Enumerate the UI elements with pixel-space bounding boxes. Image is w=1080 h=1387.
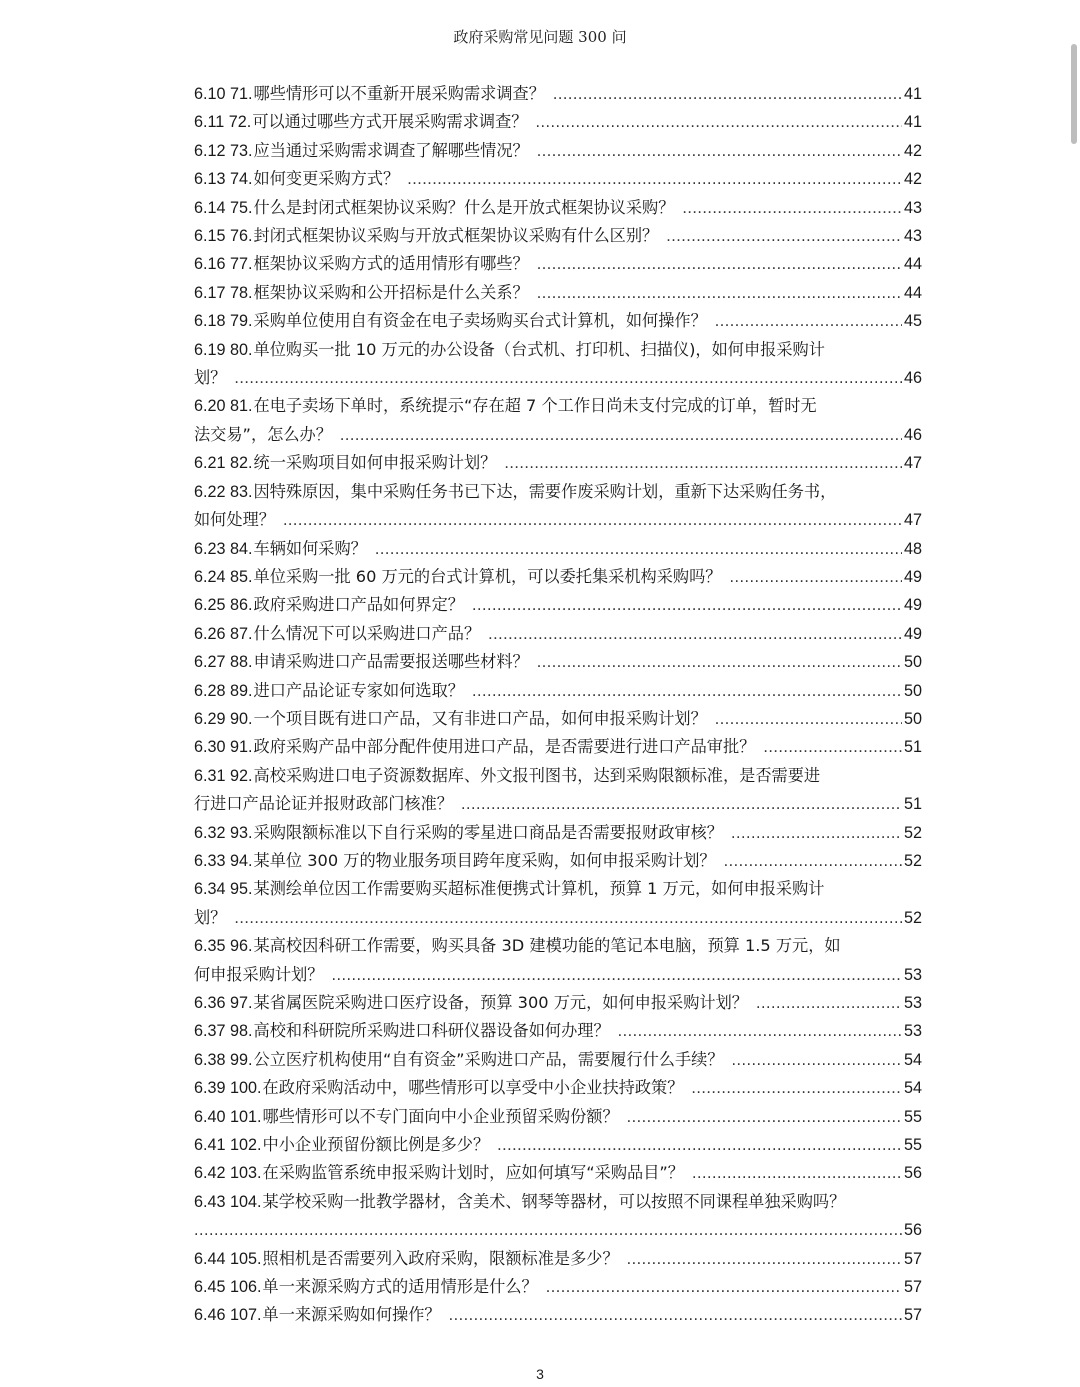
- toc-entry-number: 6.44 105.: [194, 1249, 262, 1268]
- toc-entry[interactable]: [194, 648, 922, 676]
- dot-leader: [666, 222, 902, 250]
- toc-entry[interactable]: [194, 165, 922, 193]
- toc-entry-title: 高校和科研院所采购进口科研仪器设备如何办理？: [253, 1021, 610, 1041]
- toc-entry-page: 57: [903, 1306, 922, 1325]
- dot-leader: [407, 165, 902, 193]
- toc-entry-number: 6.16 77.: [194, 255, 253, 274]
- toc-entry-number: 6.43 104.: [194, 1192, 262, 1211]
- toc-entry[interactable]: [194, 80, 922, 108]
- toc-entry[interactable]: [194, 1245, 922, 1273]
- toc-entry-number: 6.25 86.: [194, 596, 253, 615]
- dot-leader: [537, 648, 902, 676]
- toc-entry-number: 6.36 97.: [194, 994, 253, 1012]
- toc-entry-page: 51: [903, 738, 922, 757]
- toc-entry-title-continued: 法交易”，怎么办？: [194, 424, 332, 444]
- toc-entry-page: 44: [903, 255, 922, 274]
- toc-entry-page: 44: [903, 283, 922, 302]
- toc-entry-title: 车辆如何采购？: [253, 538, 367, 558]
- toc-entry-page: 43: [903, 227, 922, 246]
- toc-entry[interactable]: [194, 108, 922, 136]
- toc-entry[interactable]: [194, 336, 922, 393]
- dot-leader: [536, 108, 902, 136]
- dot-leader: [340, 421, 902, 449]
- toc-entry-page: 53: [903, 994, 922, 1012]
- toc-entry-title-continued: 划？: [194, 368, 227, 388]
- dot-leader: [472, 677, 902, 705]
- dot-leader: [283, 506, 902, 534]
- toc-entry-page: 47: [903, 454, 922, 473]
- toc-entry[interactable]: [194, 1301, 922, 1329]
- toc-entry-number: 6.31 92.: [194, 766, 253, 785]
- dot-leader: [461, 790, 902, 818]
- toc-entry-number: 6.27 88.: [194, 653, 253, 672]
- dot-leader: [546, 1273, 902, 1301]
- toc-entry-number: 6.28 89.: [194, 681, 253, 700]
- dot-leader: [756, 989, 902, 1017]
- toc-entry[interactable]: [194, 279, 922, 307]
- toc-entry-title: 在政府采购活动中，哪些情形可以享受中小企业扶持政策？: [262, 1078, 684, 1098]
- toc-entry-number: 6.46 107.: [194, 1306, 262, 1325]
- toc-entry-title: 因特殊原因，集中采购任务书已下达，需要作废采购计划，重新下达采购任务书，: [253, 481, 837, 501]
- toc-entry[interactable]: [194, 762, 922, 819]
- toc-entry-page: 46: [903, 369, 922, 388]
- toc-entry-page: 47: [903, 511, 922, 530]
- toc-entry-title: 申请采购进口产品需要报送哪些材料？: [253, 652, 529, 672]
- toc-entry-title: 封闭式框架协议采购与开放式框架协议采购有什么区别？: [253, 226, 659, 246]
- toc-entry-number: 6.13 74.: [194, 170, 253, 189]
- toc-entry-title: 框架协议采购和公开招标是什么关系？: [253, 282, 529, 302]
- scrollbar-thumb[interactable]: [1071, 44, 1077, 144]
- toc-entry-title: 哪些情形可以不重新开展采购需求调查？: [253, 84, 545, 103]
- toc-entry-title: 单位购买一批 10 万元的办公设备（台式机、打印机、扫描仪)，如何申报采购计: [253, 339, 825, 359]
- toc-entry-page: 50: [903, 709, 922, 728]
- toc-entry-title: 哪些情形可以不专门面向中小企业预留采购份额？: [262, 1106, 619, 1126]
- toc-entry-page: 53: [903, 1022, 922, 1041]
- toc-entry[interactable]: [194, 1017, 922, 1045]
- toc-entry-page: 49: [903, 624, 922, 643]
- toc-entry-page: 57: [903, 1249, 922, 1268]
- toc-entry-page: 52: [903, 851, 922, 870]
- toc-entry[interactable]: [194, 705, 922, 733]
- toc-entry[interactable]: [194, 677, 922, 705]
- toc-entry-number: 6.19 80.: [194, 340, 253, 359]
- toc-entry[interactable]: [194, 250, 922, 278]
- toc-entry[interactable]: [194, 194, 922, 222]
- dot-leader: [724, 847, 902, 875]
- toc-entry-title: 统一采购项目如何申报采购计划？: [253, 453, 497, 473]
- toc-entry[interactable]: [194, 1131, 922, 1159]
- toc-entry-title: 单位采购一批 60 万元的台式计算机，可以委托集采机构采购吗？: [253, 566, 722, 586]
- toc-entry-page: 51: [903, 795, 922, 814]
- toc-entry-number: 6.26 87.: [194, 624, 253, 643]
- toc-entry-number: 6.45 106.: [194, 1278, 262, 1297]
- toc-entry[interactable]: [194, 307, 922, 335]
- page-header-title: 政府采购常见问题 300 问: [453, 28, 627, 46]
- page-number: 3: [536, 1366, 544, 1382]
- toc-entry-page: 49: [903, 596, 922, 615]
- toc-entry-page: 56: [903, 1221, 922, 1240]
- toc-entry-title: 某高校因科研工作需要，购买具备 3D 建模功能的笔记本电脑，预算 1.5 万元，如: [253, 936, 841, 956]
- toc-entry-title: 应当通过采购需求调查了解哪些情况？: [253, 140, 529, 160]
- toc-entry-number: 6.41 102.: [194, 1136, 262, 1155]
- toc-entry-title: 某测绘单位因工作需要购买超标准便携式计算机，预算 1 万元，如何申报采购计: [253, 879, 825, 899]
- toc-entry[interactable]: [194, 1159, 922, 1187]
- toc-entry-page: 43: [903, 198, 922, 217]
- toc-entry-title-continued: 如何处理？: [194, 510, 275, 530]
- toc-entry-number: 6.42 103.: [194, 1164, 262, 1183]
- toc-entry[interactable]: [194, 819, 922, 847]
- toc-entry-title: 什么是封闭式框架协议采购？什么是开放式框架协议采购？: [253, 197, 675, 217]
- toc-entry-title: 在采购监管系统申报采购计划时，应如何填写“采购品目”？: [262, 1163, 684, 1183]
- dot-leader: [234, 364, 902, 392]
- dot-leader: [732, 1046, 902, 1074]
- toc-entry-number: 6.34 95.: [194, 880, 253, 899]
- toc-entry-page: 42: [903, 170, 922, 189]
- toc-entry[interactable]: [194, 847, 922, 875]
- dot-leader: [553, 80, 902, 108]
- toc-entry-title: 照相机是否需要列入政府采购，限额标准是多少？: [262, 1248, 619, 1268]
- dot-leader: [497, 1131, 902, 1159]
- toc-entry-title-continued: 行进口产品论证并报财政部门核准？: [194, 794, 453, 814]
- toc-entry-title: 框架协议采购方式的适用情形有哪些？: [253, 254, 529, 274]
- toc-entry-title: 单一来源采购如何操作？: [262, 1305, 441, 1325]
- toc-entry-page: 49: [903, 567, 922, 586]
- toc-entry-number: 6.40 101.: [194, 1107, 262, 1126]
- dot-leader: [449, 1301, 902, 1329]
- toc-entry-page: 48: [903, 539, 922, 558]
- dot-leader: [537, 250, 902, 278]
- toc-entry-title: 某学校采购一批教学器材，含美术、钢琴等器材，可以按照不同课程单独采购吗？: [262, 1191, 846, 1211]
- toc-entry-number: 6.18 79.: [194, 312, 253, 331]
- toc-entry-title-continued: 何申报采购计划？: [194, 964, 324, 984]
- toc-entry-title: 什么情况下可以采购进口产品？: [253, 623, 481, 643]
- toc-entry-title: 公立医疗机构使用“自有资金”采购进口产品，需要履行什么手续？: [253, 1049, 724, 1069]
- toc-entry-title: 某省属医院采购进口医疗设备，预算 300 万元，如何申报采购计划？: [253, 993, 748, 1012]
- toc-entry[interactable]: [194, 733, 922, 761]
- toc-entry-number: 6.10 71.: [194, 85, 253, 103]
- dot-leader: [537, 137, 902, 165]
- dot-leader: [627, 1103, 902, 1131]
- toc-entry-number: 6.12 73.: [194, 141, 253, 160]
- toc-entry-number: 6.37 98.: [194, 1022, 253, 1041]
- toc-entry-number: 6.21 82.: [194, 454, 253, 473]
- toc-entry-title: 在电子卖场下单时，系统提示“存在超 7 个工作日尚未支付完成的订单，暂时无: [253, 396, 817, 416]
- toc-entry-title: 采购限额标准以下自行采购的零星进口商品是否需要报财政审核？: [253, 822, 723, 842]
- dot-leader: [731, 819, 902, 847]
- toc-entry[interactable]: [194, 875, 922, 932]
- toc-entry-page: 57: [903, 1278, 922, 1297]
- toc-entry[interactable]: [194, 449, 922, 477]
- toc-entry-title: 高校采购进口电子资源数据库、外文报刊图书，达到采购限额标准，是否需要进: [253, 765, 821, 785]
- toc-entry-number: 6.15 76.: [194, 227, 253, 246]
- toc-entry-title: 可以通过哪些方式开展采购需求调查？: [252, 112, 528, 132]
- toc-entry-number: 6.39 100.: [194, 1079, 262, 1098]
- toc-entry-number: 6.29 90.: [194, 709, 253, 728]
- toc-entry-title-continued: 划？: [194, 907, 227, 927]
- toc-entry-page: 50: [903, 653, 922, 672]
- toc-entry[interactable]: [194, 137, 922, 165]
- toc-entry-page: 56: [903, 1164, 922, 1183]
- toc-entry-page: 42: [903, 141, 922, 160]
- toc-entry[interactable]: [194, 1103, 922, 1131]
- toc-entry-title: 单一来源采购方式的适用情形是什么？: [262, 1277, 538, 1297]
- toc-entry-page: 46: [903, 425, 922, 444]
- dot-leader: [537, 279, 902, 307]
- toc-entry-number: 6.20 81.: [194, 397, 253, 416]
- toc-entry-number: 6.32 93.: [194, 823, 253, 842]
- toc-entry-title: 进口产品论证专家如何选取？: [253, 680, 464, 700]
- toc-entry[interactable]: [194, 222, 922, 250]
- toc-entry-number: 6.11 72.: [194, 113, 252, 132]
- dot-leader: [682, 194, 902, 222]
- toc-entry-page: 55: [903, 1107, 922, 1126]
- toc-entry-number: 6.17 78.: [194, 283, 253, 302]
- toc-entry-page: 54: [903, 1050, 922, 1069]
- toc-entry-page: 41: [903, 85, 922, 103]
- toc-entry[interactable]: [194, 1188, 922, 1245]
- vertical-scrollbar[interactable]: [1066, 44, 1080, 144]
- toc-entry-page: 54: [903, 1079, 922, 1098]
- dot-leader: [332, 961, 902, 989]
- toc-entry[interactable]: [194, 392, 922, 449]
- toc-entry-number: 6.24 85.: [194, 567, 253, 586]
- toc-entry-page: 55: [903, 1136, 922, 1155]
- toc-entry-title: 政府采购产品中部分配件使用进口产品，是否需要进行进口产品审批？: [253, 737, 756, 757]
- toc-entry-number: 6.22 83.: [194, 482, 253, 501]
- toc-entry-title: 如何变更采购方式？: [253, 169, 400, 189]
- toc-entry[interactable]: [194, 989, 922, 1017]
- dot-leader: [472, 591, 902, 619]
- toc-entry-page: 50: [903, 681, 922, 700]
- toc-entry-number: 6.23 84.: [194, 539, 253, 558]
- toc-entry-title: 中小企业预留份额比例是多少？: [262, 1135, 490, 1155]
- toc-entry-number: 6.35 96.: [194, 937, 253, 956]
- dot-leader: [692, 1159, 902, 1187]
- toc-entry-title: 一个项目既有进口产品，又有非进口产品，如何申报采购计划？: [253, 708, 707, 728]
- dot-leader: [194, 1216, 902, 1244]
- toc-entry-title: 政府采购进口产品如何界定？: [253, 595, 464, 615]
- dot-leader: [234, 904, 902, 932]
- toc-entry-page: 52: [903, 823, 922, 842]
- toc-entry-page: 53: [903, 965, 922, 984]
- toc-entry-page: 52: [903, 908, 922, 927]
- toc-entry-page: 45: [903, 312, 922, 331]
- toc-entry[interactable]: [194, 1074, 922, 1102]
- toc-entry[interactable]: [194, 478, 922, 535]
- dot-leader: [375, 535, 902, 563]
- dot-leader: [504, 449, 902, 477]
- dot-leader: [715, 307, 902, 335]
- dot-leader: [627, 1245, 902, 1273]
- toc-entry-number: 6.30 91.: [194, 738, 253, 757]
- dot-leader: [729, 563, 902, 591]
- toc-entry[interactable]: [194, 535, 922, 563]
- toc-entry[interactable]: [194, 591, 922, 619]
- toc-entry[interactable]: [194, 1273, 922, 1301]
- toc-entry-title: 某单位 300 万的物业服务项目跨年度采购，如何申报采购计划？: [253, 850, 716, 870]
- toc-entry[interactable]: [194, 563, 922, 591]
- dot-leader: [618, 1017, 902, 1045]
- toc-entry[interactable]: [194, 932, 922, 989]
- toc-entry-number: 6.38 99.: [194, 1050, 253, 1069]
- toc-entry-number: 6.33 94.: [194, 851, 253, 870]
- table-of-contents: [194, 80, 922, 1330]
- toc-entry[interactable]: [194, 1046, 922, 1074]
- toc-entry-page: 41: [903, 113, 922, 132]
- toc-entry[interactable]: [194, 620, 922, 648]
- dot-leader: [715, 705, 902, 733]
- dot-leader: [763, 733, 902, 761]
- toc-entry-title: 采购单位使用自有资金在电子卖场购买台式计算机，如何操作？: [253, 311, 707, 331]
- dot-leader: [488, 620, 902, 648]
- toc-entry-number: 6.14 75.: [194, 198, 253, 217]
- dot-leader: [691, 1074, 902, 1102]
